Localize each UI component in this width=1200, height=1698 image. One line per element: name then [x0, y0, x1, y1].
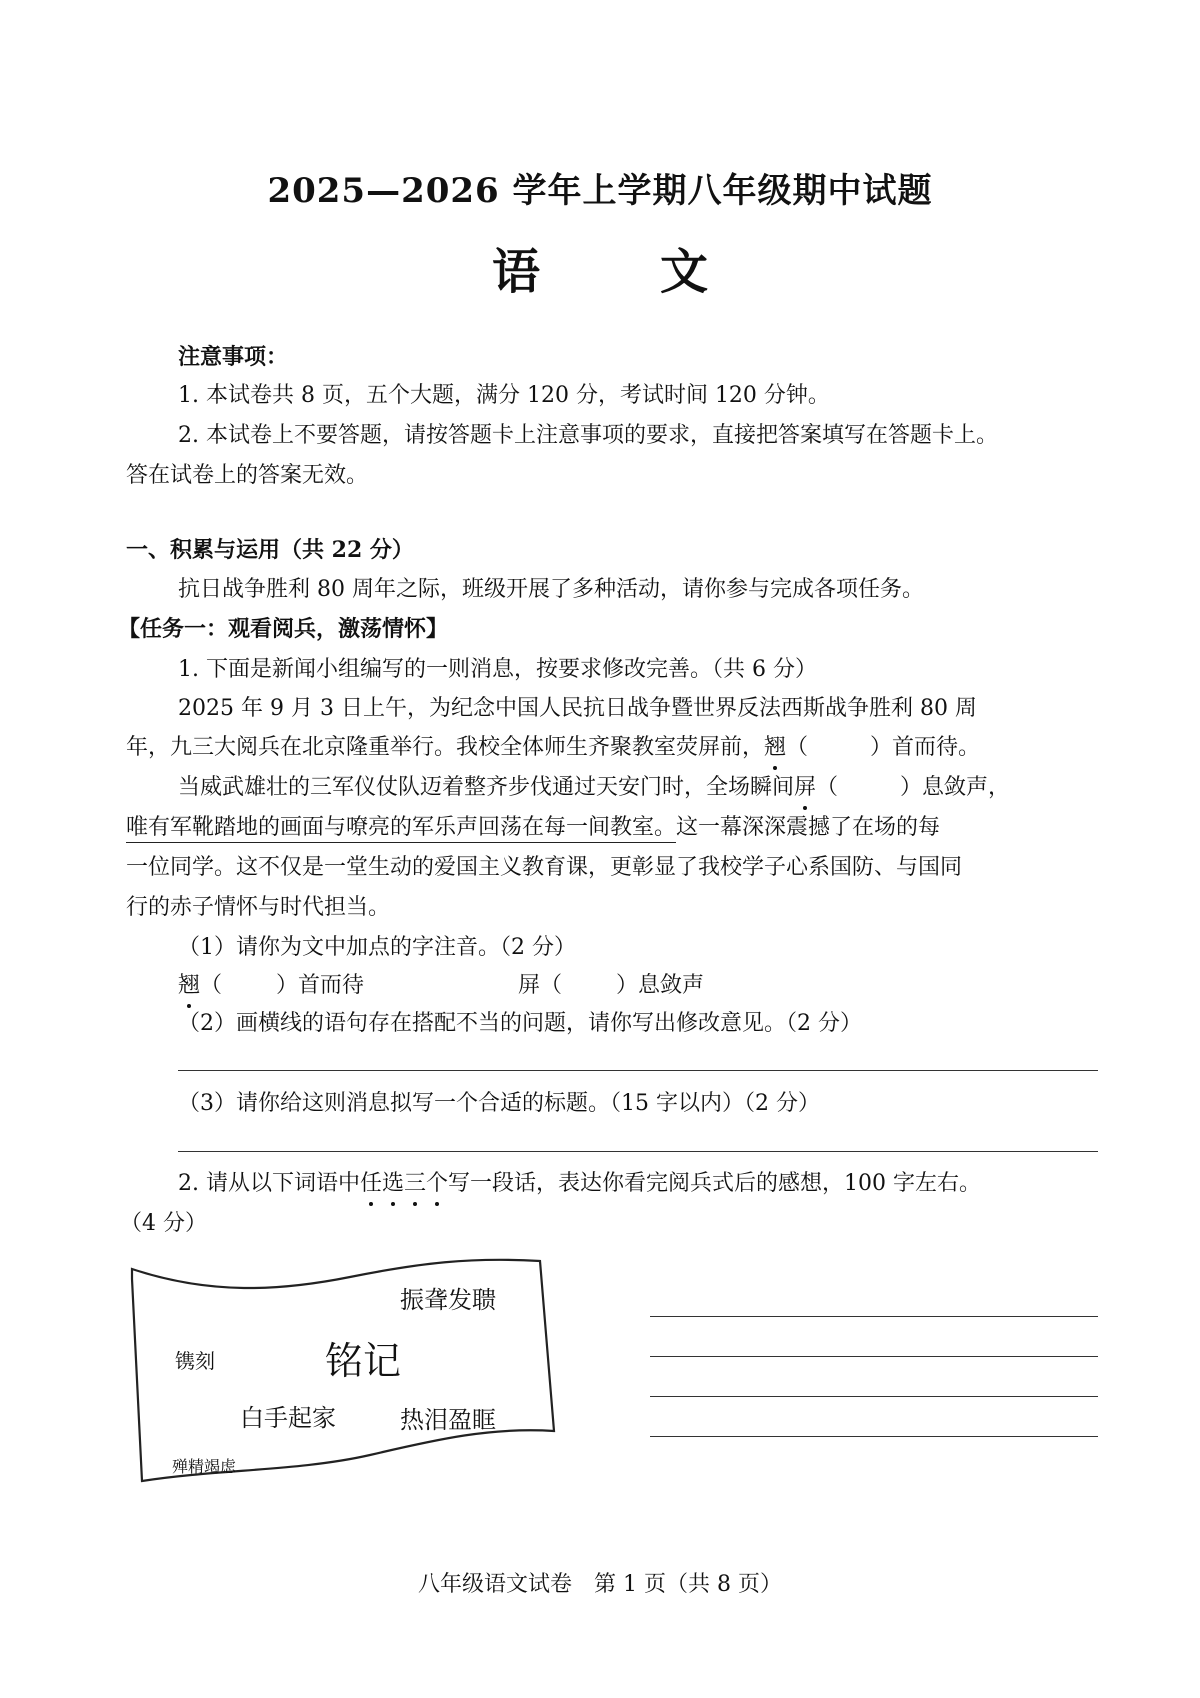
dotted-char-qiao: 翘 — [178, 968, 200, 999]
answer-line — [650, 1396, 1098, 1397]
open-paren: （ — [786, 735, 809, 760]
answer-text: ）首而待 — [276, 973, 365, 998]
section-1-intro: 抗日战争胜利 80 周年之际，班级开展了多种活动，请你参与完成各项任务。 — [178, 577, 924, 602]
notice-item-2: 2. 本试卷上不要答题，请按答题卡上注意事项的要求，直接把答案填写在答题卡上。 — [178, 423, 998, 448]
dotted-char: 选 — [382, 1166, 404, 1197]
news-text-end: ）息敛声， — [900, 775, 1011, 800]
task-1-heading: 【任务一：观看阅兵，激荡情怀】 — [118, 616, 449, 642]
exam-title: 2025—2026 学年上学期八年级期中试题 — [267, 171, 933, 211]
underlined-sentence: 唯有军靴踏地的画面与嘹亮的军乐声回荡在每一间教室。 — [126, 815, 676, 843]
news-text: 这一幕深深震撼了在场的每 — [676, 815, 941, 840]
open-paren: （ — [200, 973, 223, 998]
dotted-char: 个 — [426, 1166, 448, 1197]
dotted-char-bing: 屏 — [794, 770, 816, 801]
answer-line — [650, 1436, 1098, 1437]
notice-heading: 注意事项： — [178, 344, 289, 370]
answer-line — [178, 1151, 1098, 1152]
word-juanke: 镌刻 — [175, 1349, 215, 1373]
word-mingji: 铭记 — [325, 1339, 402, 1383]
answer-line — [178, 1070, 1098, 1071]
question-2-points: （4 分） — [120, 1211, 207, 1236]
notice-item-1: 1. 本试卷共 8 页，五个大题，满分 120 分，考试时间 120 分钟。 — [178, 383, 830, 408]
dotted-char-qiao: 翘 — [764, 730, 786, 761]
news-para-1-line-2 — [126, 730, 980, 761]
question-1-stem: 1. 下面是新闻小组编写的一则消息，按要求修改完善。（共 6 分） — [178, 657, 817, 682]
answer-line — [650, 1316, 1098, 1317]
news-para-1-line-1: 2025 年 9 月 3 日上午，为纪念中国人民抗日战争暨世界反法西斯战争胜利 80 周 — [178, 696, 977, 721]
answer-text: ）息敛声 — [616, 973, 705, 998]
word-reileiyingkuang: 热泪盈眶 — [400, 1406, 496, 1434]
subject-title: 语文 — [491, 244, 828, 300]
news-para-2-line-4: 行的赤子情怀与时代担当。 — [126, 895, 391, 920]
dotted-char: 三 — [404, 1166, 426, 1197]
word-zhenlongfakui: 振聋发聩 — [400, 1286, 496, 1314]
word-danjingjielv: 殚精竭虑 — [172, 1457, 237, 1476]
pinyin-answer-row-2 — [518, 968, 704, 999]
news-text: 年，九三大阅兵在北京隆重举行。我校全体师生齐聚教室荧屏前， — [126, 735, 765, 760]
question-2-stem: 2. 请从以下词语中任选三个写一段话，表达你看完阅兵式后的感想，100 字左右。 — [178, 1166, 981, 1197]
sub-question-2: （2）画横线的语句存在搭配不当的问题，请你写出修改意见。（2 分） — [178, 1011, 862, 1036]
pinyin-answer-row — [178, 968, 364, 999]
news-para-2-line-1 — [178, 770, 1010, 801]
news-text: 当威武雄壮的三军仪仗队迈着整齐步伐通过天安门时，全场瞬间 — [178, 775, 795, 800]
news-text-end: ）首而待。 — [870, 735, 981, 760]
sub-question-3: （3）请你给这则消息拟写一个合适的标题。（15 字以内）（2 分） — [178, 1091, 820, 1116]
news-para-2-line-3: 一位同学。这不仅是一堂生动的爱国主义教育课，更彰显了我校学子心系国防、与国同 — [126, 855, 963, 880]
page-footer: 八年级语文试卷 第 1 页（共 8 页） — [418, 1572, 782, 1597]
notice-item-2-cont: 答在试卷上的答案无效。 — [126, 463, 369, 488]
section-1-heading: 一、积累与运用（共 22 分） — [126, 537, 414, 563]
open-paren: （ — [816, 775, 839, 800]
news-para-2-line-2 — [126, 810, 940, 841]
word-baishouqijia: 白手起家 — [240, 1404, 336, 1432]
dotted-char: 任 — [360, 1166, 382, 1197]
answer-line — [650, 1356, 1098, 1357]
sub-question-1: （1）请你为文中加点的字注音。（2 分） — [178, 935, 576, 960]
answer-text: 屏（ — [518, 973, 563, 998]
